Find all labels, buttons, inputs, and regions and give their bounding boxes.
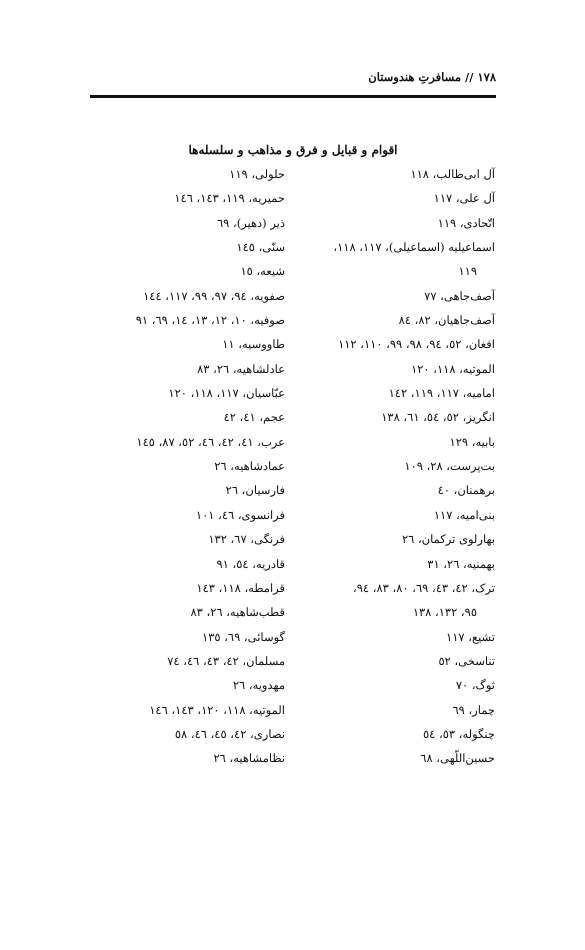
index-entry: آل علی، ١١٧	[433, 191, 495, 206]
index-entry: تناسخی، ٥٢	[438, 653, 495, 668]
index-entry: حمیریه، ١١٩، ١٤٣، ١٤٦	[174, 191, 285, 206]
index-entry: اتّحادی، ١١٩	[437, 215, 495, 230]
index-entry: بت‌پرست، ٢٨، ١٠٩	[404, 459, 495, 474]
running-header	[90, 66, 496, 88]
index-entry: گوسائی، ٦٩، ١٣٥	[202, 629, 285, 644]
index-entry: نظامشاهیه، ٢٦	[213, 751, 285, 766]
index-entry: الموتیه، ١١٨، ١٢٠، ١٤٣، ١٤٦	[149, 702, 285, 717]
index-entry: سنّی، ١٤٥	[236, 240, 285, 255]
index-column-right	[303, 162, 495, 771]
index-entry: عرب، ٤١، ٤٢، ٤٦، ٥٢، ٨٧، ١٤٥	[136, 434, 285, 449]
index-entry: تشیع، ١١٧	[446, 629, 495, 644]
index-entry: بنی‌امیه، ١١٧	[433, 507, 495, 522]
index-entry: نصاری، ٤٢، ٤٥، ٤٦، ٥٨	[174, 726, 285, 741]
index-entry: مهدویه، ٢٦	[232, 678, 285, 693]
index-entry: عجم، ٤١، ٤٢	[223, 410, 285, 425]
index-entry: طاووسیه، ١١	[222, 337, 285, 352]
index-entry: برهمنان، ٤٠	[437, 483, 495, 498]
header-separator: //	[465, 70, 474, 84]
index-entry: فرانسوی، ٤٦، ١٠١	[195, 507, 285, 522]
index-entry-continuation: ١١٩	[458, 264, 477, 279]
index-entry: حلولی، ١١٩	[229, 167, 285, 181]
page-number: ١٧٨	[477, 70, 496, 84]
index-entry: صفویه، ٩٤، ٩٧، ٩٩، ١١٧، ١٤٤	[143, 288, 285, 303]
index-entry: الموتیه، ١١٨، ١٢٠	[411, 361, 495, 376]
index-entry: ذیر (دهیر)، ٦٩	[216, 215, 285, 230]
index-entry: فارسیان، ٢٦	[225, 483, 285, 498]
index-entry: آل ابی‌طالب، ١١٨	[410, 167, 495, 181]
index-entry: امامیه، ١١٧، ١١٩، ١٤٢	[388, 386, 495, 401]
index-entry: شیعه، ١٥	[240, 264, 285, 279]
index-entry: بهارلوی ترکمان، ٢٦	[401, 532, 495, 547]
index-entry: فرنگی، ٦٧، ١٣٢	[208, 532, 285, 547]
index-entry: بابیه، ١٢٩	[449, 434, 495, 449]
index-entry: عبّاسیان، ١١٧، ١١٨، ١٢٠	[168, 386, 285, 401]
index-column-left	[89, 162, 285, 771]
index-entry: چمار، ٦٩	[452, 702, 495, 717]
index-entry: صوفیه، ١٠، ١٢، ١٣، ١٤، ٦٩، ٩١	[135, 313, 285, 328]
index-entry: آصف‌جاهیان، ٨٢، ٨٤	[398, 313, 495, 328]
index-entry: عمادشاهیه، ٢٦	[214, 459, 285, 474]
index-entry: قطب‌شاهیه، ٢٦، ٨٣	[190, 605, 285, 620]
index-entry: قادریه، ٥٤، ٩١	[216, 556, 285, 571]
book-title: مسافرتِ هندوستان	[368, 70, 462, 84]
index-entry: ثوگ، ٧٠	[455, 678, 495, 693]
index-entry: آصف‌جاهی، ٧٧	[424, 288, 495, 303]
index-entry: انگریز، ٥٢، ٥٤، ٦١، ١٣٨	[381, 410, 495, 425]
index-entry: چنگوله، ٥٣، ٥٤	[422, 726, 495, 741]
index-entry: افغان، ٥٢، ٩٤، ٩٨، ٩٩، ١١٠، ١١٢	[338, 337, 495, 352]
index-entry: اسماعیلیه (اسماعیلی)، ١١٧، ١١٨،	[333, 240, 495, 255]
header-rule	[90, 95, 496, 98]
index-entry: قرامطه، ١١٨، ١٤٣	[196, 580, 285, 595]
index-title: اقوام و قبایل و فرق و مذاهب و سلسله‌ها	[188, 143, 398, 157]
index-entry: مسلمان، ٤٢، ٤٣، ٤٦، ٧٤	[167, 653, 285, 668]
index-entry: ترک، ٤٢، ٤٣، ٦٩، ٨٠، ٨٣، ٩٤،	[353, 580, 495, 595]
index-entry: بهمنیه، ٢٦، ٣١	[427, 556, 495, 571]
index-entry: عادلشاهیه، ٢٦، ٨٣	[197, 361, 285, 376]
index-entry-continuation: ٩٥، ١٣٢، ١٣٨	[412, 605, 477, 620]
index-entry: حسین‌اللّهی، ٦٨	[420, 751, 495, 766]
